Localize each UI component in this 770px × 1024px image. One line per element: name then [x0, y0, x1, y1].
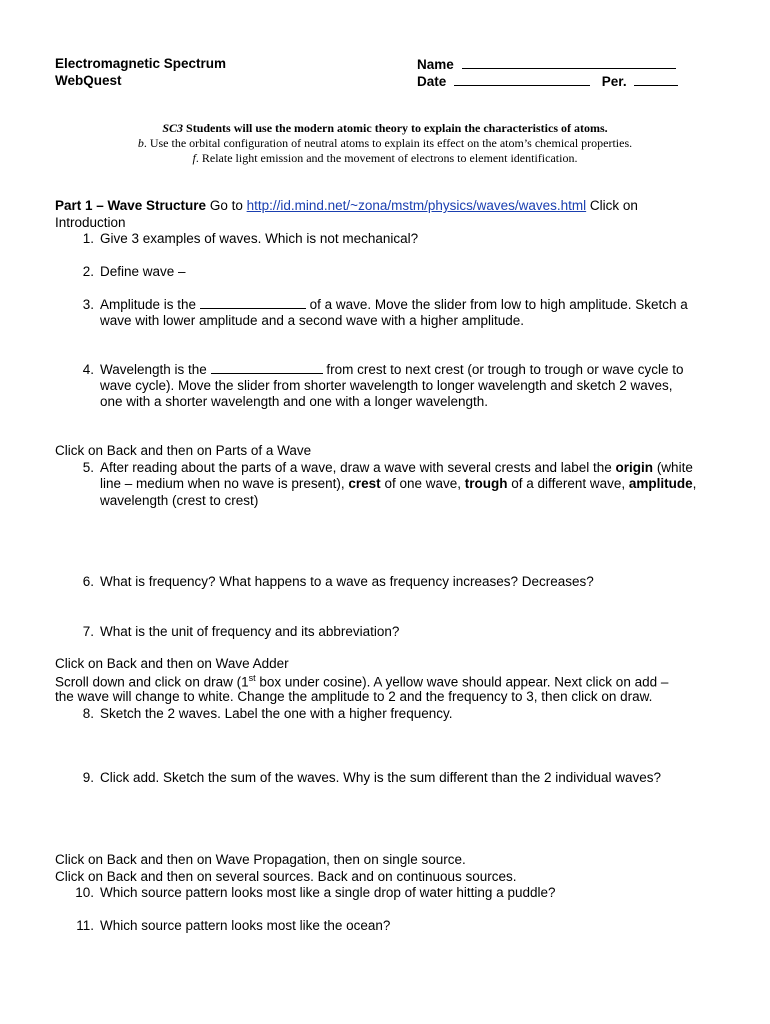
part1-title: Part 1 – Wave Structure: [55, 198, 207, 213]
standard-b-code: b: [137, 136, 144, 150]
question-7-text: What is the unit of frequency and its abbreviation?: [100, 624, 400, 639]
wave-adder-instruction-2a: Scroll down and click on draw (1: [55, 674, 249, 690]
superscript-st: st: [248, 673, 256, 683]
question-2-number: 2.: [82, 264, 94, 279]
question-4-post: from crest to next crest (or trough to trough or wave cycle to: [326, 362, 684, 377]
title-line-2: WebQuest: [55, 73, 122, 88]
term-crest: crest: [348, 476, 381, 491]
question-4-pre: Wavelength is the: [100, 362, 207, 377]
question-2: [74, 264, 186, 279]
question-5-text-d: of one wave,: [384, 476, 461, 491]
standard-f-text: . Relate light emission and the movement of electrons to element identification.: [195, 151, 578, 165]
wave-adder-instruction-1: Click on Back and then on Wave Adder: [55, 656, 289, 671]
question-4-line-3: one with a shorter wavelength and one with a longer wavelength.: [100, 394, 488, 409]
per-blank: [634, 73, 678, 86]
question-11-number: 11.: [76, 918, 94, 933]
date-field: [417, 73, 678, 89]
wave-adder-instruction-2b: box under cosine). A yellow wave should appear. Next click on add –: [255, 674, 669, 690]
wave-adder-instruction-3: the wave will change to white. Change the amplitude to 2 and the frequency to 3, then click on draw.: [55, 689, 653, 704]
question-5-number: 5.: [82, 460, 94, 475]
question-3-number: 3.: [82, 297, 94, 312]
date-blank: [454, 73, 590, 86]
question-4: [74, 361, 684, 377]
name-field: [417, 56, 676, 72]
question-5-text-b: (white: [656, 460, 693, 475]
propagation-instruction-2: Click on Back and then on several sources. Back and on continuous sources.: [55, 869, 517, 884]
standard-f-code: f: [192, 151, 196, 165]
question-5-text-a: After reading about the parts of a wave, draw a wave with several crests and label the: [100, 460, 612, 475]
question-8: [74, 706, 452, 721]
question-11-text: Which source pattern looks most like the ocean?: [100, 918, 391, 933]
question-3-post: of a wave. Move the slider from low to high amplitude. Sketch a: [309, 297, 688, 312]
standard-sc3-code: SC3: [162, 121, 184, 135]
question-7-number: 7.: [82, 624, 94, 639]
question-3: [74, 296, 688, 312]
name-blank: [462, 56, 676, 69]
question-8-number: 8.: [82, 706, 94, 721]
term-amplitude: amplitude: [628, 476, 693, 491]
question-6-number: 6.: [82, 574, 94, 589]
part1-goto: Go to: [209, 198, 243, 213]
question-5-line-3: wavelength (crest to crest): [100, 493, 259, 508]
per-label: Per.: [601, 74, 627, 89]
question-6-text: What is frequency? What happens to a wave as frequency increases? Decreases?: [100, 574, 594, 589]
standard-b: [0, 136, 770, 151]
question-5-text-e: of a different wave,: [511, 476, 626, 491]
standard-sc3: [0, 121, 770, 136]
question-4-number: 4.: [82, 362, 94, 377]
question-4-line-2: wave cycle). Move the slider from shorter wavelength to longer wavelength and sketch 2 waves,: [100, 378, 673, 393]
question-5: [74, 460, 693, 475]
question-3-line-2: wave with lower amplitude and a second wave with a higher amplitude.: [100, 313, 524, 328]
question-6: [74, 574, 594, 589]
question-7: [74, 624, 399, 639]
question-1-text: Give 3 examples of waves. Which is not mechanical?: [100, 231, 419, 246]
question-1-number: 1.: [82, 231, 94, 246]
question-9: [74, 770, 661, 785]
date-label: Date: [417, 74, 447, 89]
question-4-blank: [211, 361, 323, 374]
question-9-text: Click add. Sketch the sum of the waves. Why is the sum different than the 2 individual waves?: [100, 770, 662, 785]
question-9-number: 9.: [82, 770, 94, 785]
part1-heading: [55, 198, 638, 213]
part1-click-on: Click on: [589, 198, 638, 213]
title-line-1: Electromagnetic Spectrum: [55, 56, 227, 71]
question-5-line-2: [100, 476, 696, 491]
standard-f: [0, 151, 770, 166]
term-origin: origin: [615, 460, 654, 475]
question-10-number: 10.: [75, 885, 94, 900]
part1-introduction: Introduction: [55, 215, 126, 230]
standard-sc3-text: Students will use the modern atomic theory to explain the characteristics of atoms.: [183, 121, 608, 135]
term-trough: trough: [464, 476, 508, 491]
question-8-text: Sketch the 2 waves. Label the one with a higher frequency.: [100, 706, 453, 721]
parts-of-wave-instruction: Click on Back and then on Parts of a Wave: [55, 443, 312, 458]
question-3-blank: [200, 296, 306, 309]
question-1: [74, 231, 418, 246]
question-3-pre: Amplitude is the: [100, 297, 197, 312]
question-2-text: Define wave –: [100, 264, 186, 279]
question-5-text-c: line – medium when no wave is present),: [100, 476, 345, 491]
standard-b-text: . Use the orbital configuration of neutral atoms to explain its effect on the atom’s chemical properties.: [143, 136, 633, 150]
propagation-instruction-1: Click on Back and then on Wave Propagation, then on single source.: [55, 852, 466, 867]
question-5-text-f: ,: [692, 476, 697, 491]
question-10: [74, 885, 556, 900]
waves-link[interactable]: http://id.mind.net/~zona/mstm/physics/waves/waves.html: [246, 198, 587, 213]
question-11: [74, 918, 390, 933]
question-10-text: Which source pattern looks most like a single drop of water hitting a puddle?: [100, 885, 556, 900]
wave-adder-instruction-2: [55, 673, 668, 690]
name-label: Name: [417, 57, 454, 72]
